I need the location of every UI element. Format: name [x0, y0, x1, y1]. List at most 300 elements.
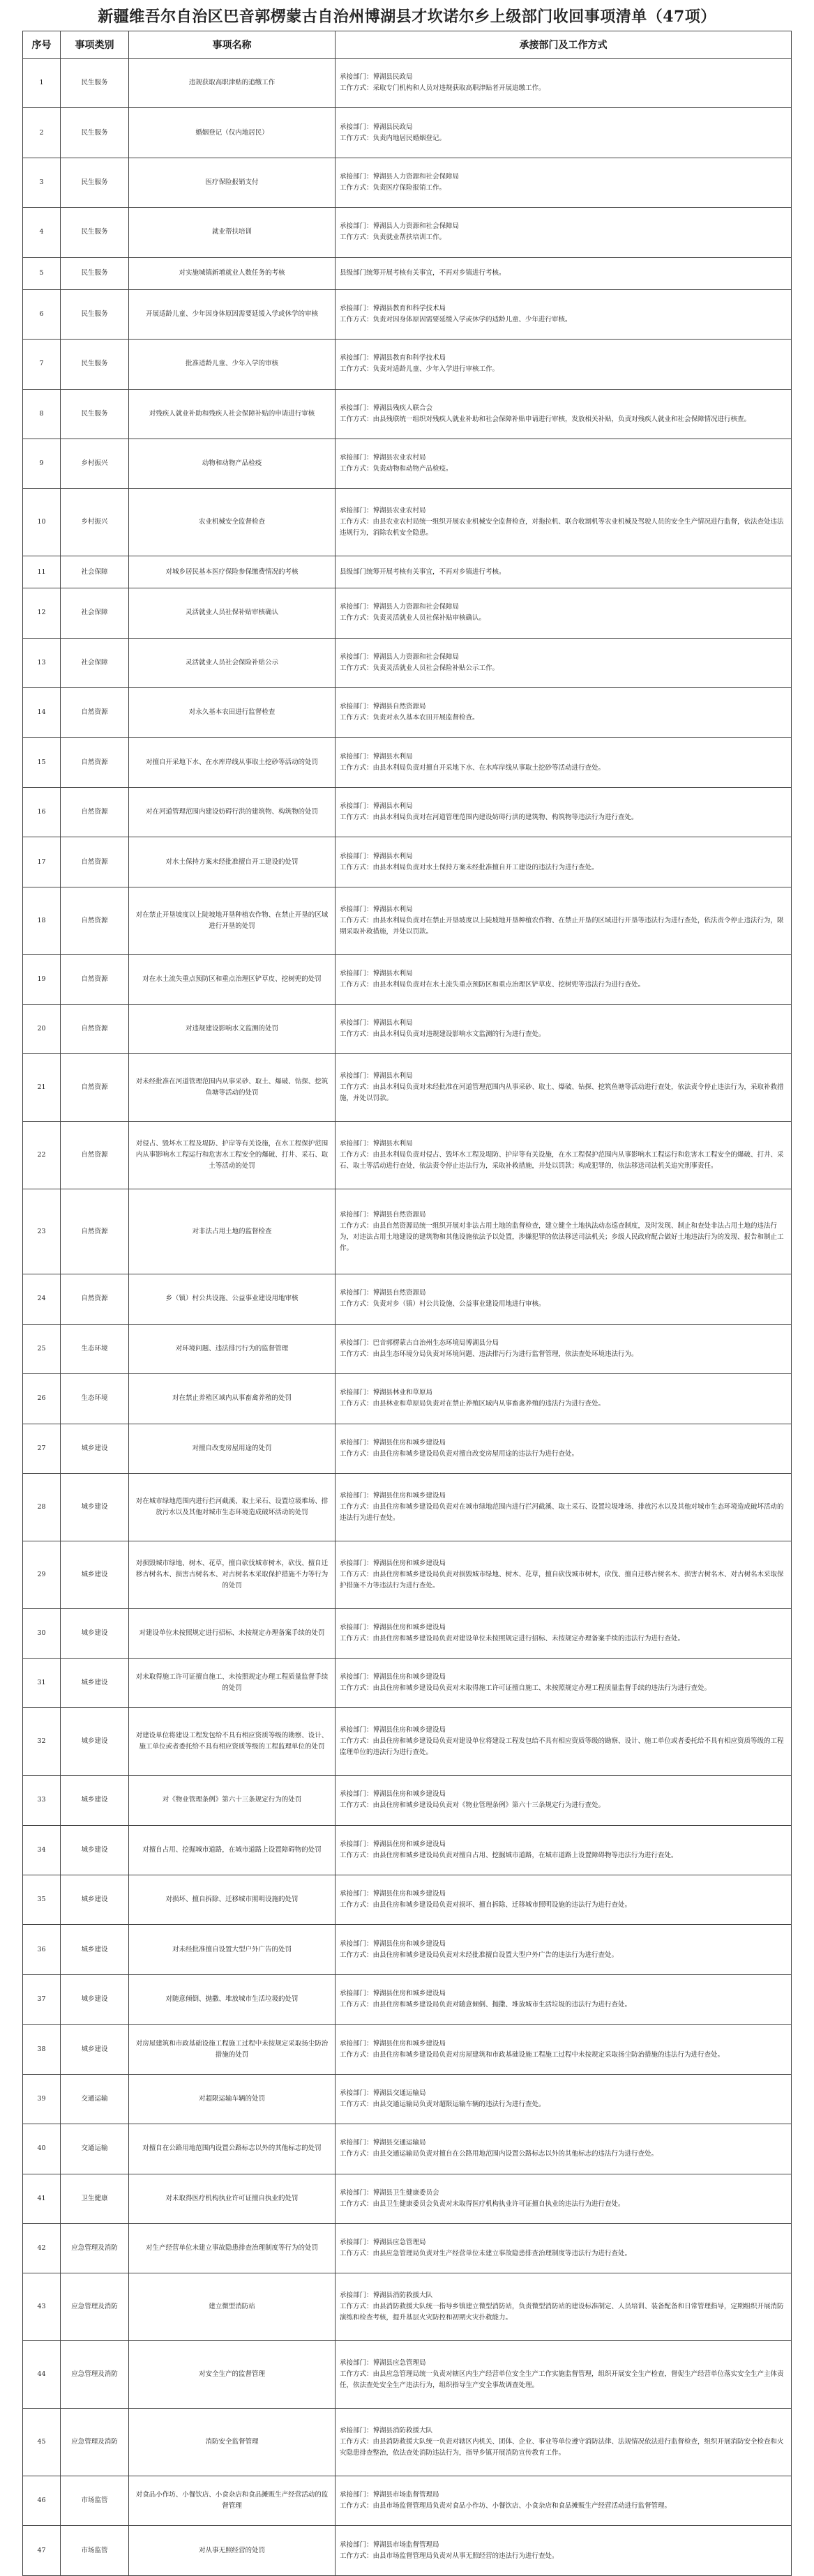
row-department [336, 1776, 792, 1825]
row-matter-name: 对实施城镇新增就业人数任务的考核 [129, 257, 336, 289]
row-matter-name: 对未取得医疗机构执业许可证擅自执业的处罚 [129, 2174, 336, 2223]
table-row [23, 738, 792, 787]
row-department-line: 承接部门：博湖县住房和城乡建设局 [340, 1790, 446, 1799]
row-category: 应急管理及消防 [61, 2409, 129, 2476]
row-category: 社会保障 [61, 638, 129, 687]
row-department [336, 1541, 792, 1608]
row-category: 自然资源 [61, 1004, 129, 1053]
row-department-line: 承接部门：博湖县水利局 [340, 1140, 413, 1148]
row-category: 城乡建设 [61, 1825, 129, 1875]
row-matter-name: 对损坏、擅自拆除、迁移城市照明设施的处罚 [129, 1875, 336, 1925]
row-department [336, 1189, 792, 1274]
row-department-line: 工作方式：由县住房和城乡建设局负责对建设单位将建设工程发包给不具有相应资质等级的勘察、设计、施工单位或者委托给不具有相应资质等级的工程监理单位的违法行为进行查处。 [340, 1737, 784, 1757]
table-row [23, 2409, 792, 2476]
row-number: 11 [23, 556, 61, 588]
row-category: 民生服务 [61, 158, 129, 207]
table-row [23, 638, 792, 687]
row-department-line: 工作方式：由县自然资源局统一组织开展对非法占用土地的监督检查，建立健全土地执法动态巡查制度，及时发现、制止和查处非法占用土地的违法行为，对违法占用土地建设的建筑物和其他设施依法予以处置，涉嫌犯罪的依法移送司法机关；乡级人民政府配合做好土地违法行为的发现、报告和制止工作。 [340, 1221, 784, 1252]
row-department-line: 承接部门：博湖县住房和城乡建设局 [340, 1491, 446, 1500]
table-row [23, 1054, 792, 1122]
row-department-line: 工作方式：由县交通运输局负责对擅自在公路用地范围内设置公路标志以外的其他标志的违法行为进行查处。 [340, 2150, 658, 2158]
row-department-line: 承接部门：博湖县住房和城乡建设局 [340, 1438, 446, 1447]
row-department-line: 承接部门：博湖县卫生健康委员会 [340, 2188, 439, 2197]
row-matter-name: 对擅自在公路用地范围内设置公路标志以外的其他标志的处罚 [129, 2124, 336, 2174]
row-number: 17 [23, 837, 61, 887]
row-matter-name: 对违规建设影响水文监测的处罚 [129, 1004, 336, 1053]
row-category: 自然资源 [61, 954, 129, 1004]
row-department [336, 2025, 792, 2074]
row-matter-name: 对在禁止养殖区域内从事畜禽养殖的处罚 [129, 1374, 336, 1424]
row-matter-name: 对建设单位将建设工程发包给不具有相应资质等级的勘察、设计、施工单位或者委托给不具有相应资质等级的工程监理单位的处罚 [129, 1708, 336, 1776]
table-row [23, 1925, 792, 1974]
row-category: 卫生健康 [61, 2174, 129, 2223]
row-department [336, 257, 792, 289]
row-matter-name: 对超限运输车辆的处罚 [129, 2074, 336, 2124]
table-row [23, 489, 792, 556]
row-department [336, 289, 792, 339]
row-category: 市场监管 [61, 2526, 129, 2576]
table-row [23, 2273, 792, 2341]
row-number: 19 [23, 954, 61, 1004]
row-number: 24 [23, 1274, 61, 1324]
row-category: 民生服务 [61, 289, 129, 339]
row-department-line: 工作方式：由县住房和城乡建设局负责对未取得施工许可证擅自施工、未按照规定办理工程质量监督手续的违法行为进行查处。 [340, 1684, 711, 1693]
row-department-line: 工作方式：由县市场监督管理局负责对食品小作坊、小餐饮店、小食杂店和食品摊贩生产经营活动进行监督管理。 [340, 2502, 672, 2510]
row-department-line: 承接部门：博湖县教育和科学技术局 [340, 354, 446, 363]
row-department-line: 承接部门：博湖县自然资源局 [340, 1289, 426, 1297]
row-department-line: 工作方式：负责医疗保险报销工作。 [340, 184, 446, 192]
row-matter-name: 对房屋建筑和市政基础设施工程施工过程中未按规定采取扬尘防治措施的处罚 [129, 2025, 336, 2074]
table-row [23, 2224, 792, 2273]
row-matter-name: 对安全生产的监督管理 [129, 2341, 336, 2409]
row-matter-name: 农业机械安全监督检查 [129, 489, 336, 556]
row-department-line: 工作方式：由县住房和城乡建设局负责对《物业管理条例》第六十三条规定行为进行查处。 [340, 1801, 605, 1810]
header-name: 事项名称 [129, 31, 336, 59]
row-department-line: 工作方式：由县消防救援大队统一指导乡镇建立微型消防站，负责微型消防站的建设标准制定、人员培训、装备配备和日常管理指导，定期组织开展消防演练和检查考核，提升基层火灾防控和初期火灾扑救能力。 [340, 2303, 784, 2322]
row-category: 乡村振兴 [61, 489, 129, 556]
row-department-line: 工作方式：由县住房和城乡建设局负责对随意倾倒、抛撒、堆放城市生活垃圾的违法行为进行查处。 [340, 2001, 632, 2009]
row-number: 27 [23, 1424, 61, 1473]
row-category: 民生服务 [61, 59, 129, 108]
row-category: 应急管理及消防 [61, 2341, 129, 2409]
row-department [336, 688, 792, 738]
row-department [336, 2341, 792, 2409]
row-category: 应急管理及消防 [61, 2273, 129, 2341]
row-category: 应急管理及消防 [61, 2224, 129, 2273]
table-row [23, 688, 792, 738]
row-department-line: 工作方式：由县住房和城乡建设局负责对建设单位未按照规定进行招标、未按规定办理备案手续的违法行为进行查处。 [340, 1634, 685, 1643]
row-matter-name: 建立微型消防站 [129, 2273, 336, 2341]
row-category: 自然资源 [61, 1274, 129, 1324]
row-category: 自然资源 [61, 1054, 129, 1122]
row-department [336, 787, 792, 837]
row-department-line: 承接部门：博湖县应急管理局 [340, 2359, 426, 2368]
row-department-line: 工作方式：负责内地居民婚姻登记。 [340, 134, 446, 142]
table-row [23, 1776, 792, 1825]
row-number: 9 [23, 439, 61, 488]
row-category: 自然资源 [61, 1122, 129, 1189]
row-department [336, 1658, 792, 1707]
row-category: 民生服务 [61, 340, 129, 389]
table-row [23, 2476, 792, 2525]
row-department-line: 工作方式：负责就业帮扶培训工作。 [340, 234, 446, 242]
table-row [23, 2341, 792, 2409]
table-row [23, 208, 792, 257]
row-category: 生态环境 [61, 1374, 129, 1424]
row-department-line: 承接部门：博湖县消防救援大队 [340, 2292, 433, 2300]
row-category: 民生服务 [61, 208, 129, 257]
table-row [23, 59, 792, 108]
row-department [336, 556, 792, 588]
table-row [23, 1324, 792, 1373]
row-department-line: 工作方式：由县住房和城乡建设局负责对损毁城市绿地、树木、花草，擅自砍伐城市树木，砍伐、擅自迁移古树名木、损害古树名木、对古树名木采取保护措施不力等违法行为进行查处。 [340, 1570, 784, 1590]
row-matter-name: 对损毁城市绿地、树木、花草，擅自砍伐城市树木，砍伐、擅自迁移古树名木、损害古树名木、对古树名木采取保护措施不力等行为的处罚 [129, 1541, 336, 1608]
row-number: 28 [23, 1473, 61, 1541]
row-department-line: 工作方式：负责对乡（镇）村公共设施、公益事业建设用地进行审核。 [340, 1300, 545, 1309]
row-number: 2 [23, 108, 61, 158]
row-number: 7 [23, 340, 61, 389]
row-matter-name: 婚姻登记（仅内地居民） [129, 108, 336, 158]
row-number: 41 [23, 2174, 61, 2223]
row-department-line: 工作方式：负责动物和动物产品检疫。 [340, 465, 453, 473]
row-department [336, 2174, 792, 2223]
row-department [336, 340, 792, 389]
row-department-line: 承接部门：博湖县教育和科学技术局 [340, 304, 446, 312]
row-matter-name: 对从事无照经营的处罚 [129, 2526, 336, 2576]
row-category: 社会保障 [61, 588, 129, 638]
row-department-line: 承接部门：博湖县自然资源局 [340, 1210, 426, 1219]
row-department-line: 承接部门：博湖县市场监督管理局 [340, 2491, 439, 2499]
row-matter-name: 批准适龄儿童、少年入学的审核 [129, 340, 336, 389]
row-number: 36 [23, 1925, 61, 1974]
row-department [336, 59, 792, 108]
table-row [23, 1004, 792, 1053]
row-number: 43 [23, 2273, 61, 2341]
row-matter-name: 违规获取高职津贴的追缴工作 [129, 59, 336, 108]
row-category: 市场监管 [61, 2476, 129, 2525]
row-category: 交通运输 [61, 2074, 129, 2124]
table-row [23, 1122, 792, 1189]
row-matter-name: 对随意倾倒、抛撒、堆放城市生活垃圾的处罚 [129, 1974, 336, 2024]
row-matter-name: 对侵占、毁坏水工程及堤防、护岸等有关设施，在水工程保护范围内从事影响水工程运行和危害水工程安全的爆破、打井、采石、取土等活动的处罚 [129, 1122, 336, 1189]
table-row [23, 1974, 792, 2024]
row-number: 25 [23, 1324, 61, 1373]
row-number: 31 [23, 1658, 61, 1707]
row-category: 交通运输 [61, 2124, 129, 2174]
row-department [336, 2409, 792, 2476]
table-body [23, 59, 792, 2576]
row-department [336, 1825, 792, 1875]
row-department-line: 工作方式：由县应急管理局统一负责对辖区内生产经营单位安全生产工作实施监督管理，组织开展安全生产检查，督促生产经营单位落实安全生产主体责任，依法查处安全生产违法行为，组织指导生产安全事故调查处理。 [340, 2370, 784, 2390]
row-number: 20 [23, 1004, 61, 1053]
row-department [336, 1374, 792, 1424]
table-row [23, 954, 792, 1004]
row-matter-name: 对非法占用土地的监督检查 [129, 1189, 336, 1274]
row-department-line: 工作方式：由县交通运输局负责对超限运输车辆的违法行为进行查处。 [340, 2100, 545, 2108]
table-row [23, 837, 792, 887]
row-department [336, 2124, 792, 2174]
row-matter-name: 开展适龄儿童、少年因身体原因需要延缓入学或休学的审核 [129, 289, 336, 339]
row-number: 3 [23, 158, 61, 207]
row-department-line: 承接部门：博湖县民政局 [340, 123, 413, 131]
row-matter-name: 对擅自开采地下水、在水库岸线从事取土挖砂等活动的处罚 [129, 738, 336, 787]
row-department-line: 工作方式：由县农业农村局统一组织开展农业机械安全监督检查，对拖拉机、联合收割机等农业机械及驾驶人员的安全生产情况进行监督，依法查处违法违规行为，消除农机安全隐患。 [340, 518, 784, 538]
row-number: 35 [23, 1875, 61, 1925]
row-department-line: 工作方式：负责对适龄儿童、少年入学进行审核工作。 [340, 365, 499, 374]
row-department [336, 1974, 792, 2024]
table-row [23, 439, 792, 488]
table-row [23, 1541, 792, 1608]
header-dept: 承接部门及工作方式 [336, 31, 792, 59]
row-department-line: 承接部门：博湖县市场监督管理局 [340, 2540, 439, 2549]
row-department-line: 工作方式：由县住房和城乡建设局负责对擅自改变房屋用途的违法行为进行查处。 [340, 1449, 579, 1458]
row-department-line: 承接部门：巴音郭楞蒙古自治州生态环境局博湖县分局 [340, 1339, 499, 1347]
row-department-line: 工作方式：由县卫生健康委员会负责对未取得医疗机构执业许可证擅自执业的违法行为进行查处。 [340, 2200, 625, 2208]
row-number: 12 [23, 588, 61, 638]
row-department-line: 承接部门：博湖县交通运输局 [340, 2089, 426, 2097]
row-department-line: 承接部门：博湖县林业和草原局 [340, 1389, 433, 1397]
row-matter-name: 消防安全监督管理 [129, 2409, 336, 2476]
row-category: 城乡建设 [61, 1925, 129, 1974]
row-category: 城乡建设 [61, 1658, 129, 1707]
row-category: 自然资源 [61, 688, 129, 738]
row-matter-name: 灵活就业人员社保补贴审核确认 [129, 588, 336, 638]
row-department [336, 1274, 792, 1324]
row-department-line: 承接部门：博湖县住房和城乡建设局 [340, 1726, 446, 1735]
row-category: 生态环境 [61, 1324, 129, 1373]
row-department [336, 2224, 792, 2273]
row-department-line: 承接部门：博湖县自然资源局 [340, 703, 426, 711]
table-row [23, 787, 792, 837]
row-department-line: 承接部门：博湖县水利局 [340, 905, 413, 913]
row-matter-name: 对《物业管理条例》第六十三条规定行为的处罚 [129, 1776, 336, 1825]
row-matter-name: 动物和动物产品检疫 [129, 439, 336, 488]
row-department-line: 工作方式：由县市场监督管理局负责对从事无照经营的违法行为进行查处。 [340, 2552, 559, 2560]
table-row [23, 1825, 792, 1875]
row-department [336, 1424, 792, 1473]
row-department [336, 1122, 792, 1189]
row-number: 13 [23, 638, 61, 687]
row-department-line: 工作方式：由县水利局负责对在河道管理范围内建设妨碍行洪的建筑物、构筑物等违法行为进行查处。 [340, 814, 638, 822]
row-department-line: 工作方式：由县住房和城乡建设局负责对在城市绿地范围内进行拦河截溪、取土采石、设置垃圾堆场、排放污水以及其他对城市生态环境造成破坏活动的违法行为进行查处。 [340, 1502, 784, 1522]
row-department-line: 工作方式：由县住房和城乡建设局负责对房屋建筑和市政基础设施工程施工过程中未按规定采取扬尘防治措施的违法行为进行查处。 [340, 2050, 725, 2059]
row-category: 自然资源 [61, 837, 129, 887]
row-department-line: 承接部门：博湖县住房和城乡建设局 [340, 1840, 446, 1848]
row-department-line: 工作方式：由县住房和城乡建设局负责对擅自占用、挖掘城市道路，在城市道路上设置障碍物等违法行为进行查处。 [340, 1851, 678, 1859]
row-department [336, 1324, 792, 1373]
table-row [23, 556, 792, 588]
row-department-line: 承接部门：博湖县水利局 [340, 1072, 413, 1081]
row-department-line: 承接部门：博湖县水利局 [340, 852, 413, 860]
row-number: 33 [23, 1776, 61, 1825]
row-number: 29 [23, 1541, 61, 1608]
row-matter-name: 对在禁止开垦坡度以上陡坡地开垦种植农作物、在禁止开垦的区域进行开垦的处罚 [129, 887, 336, 954]
row-number: 18 [23, 887, 61, 954]
row-department-line: 工作方式：由县水利局负责对水土保持方案未经批准擅自开工建设的违法行为进行查处。 [340, 863, 598, 871]
table-row [23, 2526, 792, 2576]
header-category: 事项类别 [61, 31, 129, 59]
row-number: 21 [23, 1054, 61, 1122]
row-category: 城乡建设 [61, 2025, 129, 2074]
row-number: 47 [23, 2526, 61, 2576]
row-matter-name: 对残疾人就业补助和残疾人社会保障补贴的申请进行审核 [129, 389, 336, 439]
row-category: 自然资源 [61, 787, 129, 837]
row-matter-name: 对未经批准擅自设置大型户外广告的处罚 [129, 1925, 336, 1974]
table-row [23, 108, 792, 158]
row-department [336, 738, 792, 787]
row-category: 城乡建设 [61, 1974, 129, 2024]
row-number: 34 [23, 1825, 61, 1875]
row-department-line: 工作方式：负责对永久基本农田开展监督检查。 [340, 714, 479, 722]
table-header-row [23, 31, 792, 59]
row-department [336, 158, 792, 207]
row-department [336, 2526, 792, 2576]
row-matter-name: 对水土保持方案未经批准擅自开工建设的处罚 [129, 837, 336, 887]
row-matter-name: 对擅自改变房屋用途的处罚 [129, 1424, 336, 1473]
row-department-line: 工作方式：由县残联统一组织对残疾人就业补助和社会保障补贴申请进行审核，发放相关补贴，负责对残疾人就业和社会保障情况进行核查。 [340, 415, 751, 423]
row-number: 1 [23, 59, 61, 108]
row-department [336, 1925, 792, 1974]
row-department-line: 工作方式：采取专门机构和人员对违规获取高职津贴者开展追缴工作。 [340, 84, 545, 93]
row-department-line: 工作方式：由县生态环境分局负责对环境问题、违法排污行为进行监督管理，依法查处环境违法行为。 [340, 1350, 638, 1358]
row-number: 37 [23, 1974, 61, 2024]
row-category: 民生服务 [61, 389, 129, 439]
row-matter-name: 对建设单位未按照规定进行招标、未按规定办理备案手续的处罚 [129, 1608, 336, 1658]
row-department-line: 承接部门：博湖县人力资源和社会保障局 [340, 222, 460, 231]
row-department-line: 县级部门统筹开展考核有关事宜，不再对乡镇进行考核。 [340, 567, 506, 576]
row-category: 自然资源 [61, 1189, 129, 1274]
row-matter-name: 对在水土流失重点预防区和重点治理区铲草皮、挖树兜的处罚 [129, 954, 336, 1004]
row-department-line: 工作方式：由县水利局负责对违规建设影响水文监测的行为进行查处。 [340, 1030, 545, 1039]
row-department-line: 承接部门：博湖县农业农村局 [340, 507, 426, 515]
row-matter-name: 对城乡居民基本医疗保险参保缴费情况的考核 [129, 556, 336, 588]
row-department-line: 工作方式：由县住房和城乡建设局负责对损坏、擅自拆除、迁移城市照明设施的违法行为进行查处。 [340, 1901, 632, 1910]
row-number: 6 [23, 289, 61, 339]
row-department [336, 208, 792, 257]
table-row [23, 2124, 792, 2174]
row-department [336, 2074, 792, 2124]
row-department [336, 389, 792, 439]
row-department-line: 承接部门：博湖县住房和城乡建设局 [340, 1559, 446, 1567]
table-row [23, 887, 792, 954]
row-category: 社会保障 [61, 556, 129, 588]
row-department-line: 工作方式：由县水利局负责对在水土流失重点预防区和重点治理区铲草皮、挖树兜等违法行为进行查处。 [340, 980, 645, 989]
row-matter-name: 对在河道管理范围内建设妨碍行洪的建筑物、构筑物的处罚 [129, 787, 336, 837]
row-number: 8 [23, 389, 61, 439]
row-department [336, 1054, 792, 1122]
table-row [23, 1274, 792, 1324]
row-category: 城乡建设 [61, 1473, 129, 1541]
row-department-line: 承接部门：博湖县人力资源和社会保障局 [340, 173, 460, 181]
row-department-line: 承接部门：博湖县住房和城乡建设局 [340, 1939, 446, 1948]
row-number: 42 [23, 2224, 61, 2273]
row-number: 4 [23, 208, 61, 257]
document-title: 新疆维吾尔自治区巴音郭楞蒙古自治州博湖县才坎诺尔乡上级部门收回事项清单（47项） [98, 8, 716, 26]
row-matter-name: 对生产经营单位未建立事故隐患排查治理制度等行为的处罚 [129, 2224, 336, 2273]
table-row [23, 1189, 792, 1274]
row-number: 38 [23, 2025, 61, 2074]
table-row [23, 2174, 792, 2223]
table-row [23, 257, 792, 289]
row-matter-name: 乡（镇）村公共设施、公益事业建设用地审核 [129, 1274, 336, 1324]
table-row [23, 2074, 792, 2124]
row-department-line: 承接部门：博湖县人力资源和社会保障局 [340, 653, 460, 661]
table-row [23, 1424, 792, 1473]
row-department-line: 承接部门：博湖县应急管理局 [340, 2239, 426, 2247]
row-department-line: 工作方式：由县林业和草原局负责对在禁止养殖区域内从事畜禽养殖的违法行为进行查处。 [340, 1400, 605, 1408]
row-matter-name: 对未经批准在河道管理范围内从事采砂、取土、爆破、钻探、挖筑鱼塘等活动的处罚 [129, 1054, 336, 1122]
table-row [23, 1473, 792, 1541]
table-row [23, 340, 792, 389]
table-row [23, 1374, 792, 1424]
row-department-line: 工作方式：由县水利局负责对在禁止开垦坡度以上陡坡地开垦种植农作物、在禁止开垦的区域进行开垦等违法行为进行查处，依法责令停止违法行为，限期采取补救措施，并处以罚款。 [340, 916, 784, 936]
row-number: 46 [23, 2476, 61, 2525]
row-number: 23 [23, 1189, 61, 1274]
row-department-line: 承接部门：博湖县农业农村局 [340, 454, 426, 462]
row-matter-name: 医疗保险报销支付 [129, 158, 336, 207]
row-department-line: 承接部门：博湖县交通运输局 [340, 2139, 426, 2147]
row-department [336, 638, 792, 687]
row-department [336, 887, 792, 954]
row-category: 自然资源 [61, 887, 129, 954]
row-category: 民生服务 [61, 108, 129, 158]
row-department [336, 954, 792, 1004]
row-department [336, 2476, 792, 2525]
table-row [23, 158, 792, 207]
row-category: 城乡建设 [61, 1541, 129, 1608]
row-number: 26 [23, 1374, 61, 1424]
row-department [336, 588, 792, 638]
row-department-line: 承接部门：博湖县水利局 [340, 802, 413, 811]
row-department-line: 承接部门：博湖县住房和城乡建设局 [340, 2039, 446, 2048]
row-matter-name: 对环境问题、违法排污行为的监督管理 [129, 1324, 336, 1373]
row-number: 10 [23, 489, 61, 556]
table-row [23, 2025, 792, 2074]
row-category: 城乡建设 [61, 1776, 129, 1825]
row-department [336, 1875, 792, 1925]
row-category: 乡村振兴 [61, 439, 129, 488]
row-department-line: 工作方式：由县消防救援大队统一负责对辖区内机关、团体、企业、事业等单位遵守消防法律、法规情况依法进行监督检查，组织开展消防安全检查和火灾隐患排查整治，依法查处消防违法行为，指导乡镇开展消防宣传教育工作。 [340, 2437, 784, 2457]
row-department-line: 承接部门：博湖县残疾人联合会 [340, 404, 433, 412]
row-department-line: 工作方式：由县水利局负责对擅自开采地下水、在水库岸线从事取土挖砂等活动进行查处。 [340, 763, 605, 772]
header-no: 序号 [23, 31, 61, 59]
row-department-line: 县级部门统筹开展考核有关事宜，不再对乡镇进行考核。 [340, 269, 506, 277]
table-row [23, 289, 792, 339]
table-row [23, 588, 792, 638]
table-row [23, 1608, 792, 1658]
row-matter-name: 就业帮扶培训 [129, 208, 336, 257]
row-department-line: 承接部门：博湖县水利局 [340, 1019, 413, 1028]
row-department [336, 2273, 792, 2341]
row-matter-name: 对永久基本农田进行监督检查 [129, 688, 336, 738]
row-category: 城乡建设 [61, 1708, 129, 1776]
row-department-line: 承接部门：博湖县住房和城乡建设局 [340, 1623, 446, 1631]
row-number: 39 [23, 2074, 61, 2124]
row-number: 5 [23, 257, 61, 289]
row-department-line: 工作方式：负责对因身体原因需要延缓入学或休学的适龄儿童、少年进行审核。 [340, 315, 572, 323]
row-category: 自然资源 [61, 738, 129, 787]
row-department-line: 承接部门：博湖县水利局 [340, 969, 413, 977]
row-department-line: 承接部门：博湖县民政局 [340, 73, 413, 82]
row-category: 城乡建设 [61, 1424, 129, 1473]
row-department [336, 1004, 792, 1053]
row-department-line: 承接部门：博湖县消防救援大队 [340, 2426, 433, 2434]
row-matter-name: 对未取得施工许可证擅自施工、未按照规定办理工程质量监督手续的处罚 [129, 1658, 336, 1707]
row-number: 15 [23, 738, 61, 787]
row-number: 32 [23, 1708, 61, 1776]
row-category: 城乡建设 [61, 1608, 129, 1658]
row-department-line: 工作方式：由县水利局负责对未经批准在河道管理范围内从事采砂、取土、爆破、钻探、挖筑鱼塘等活动进行查处，依法责令停止违法行为，采取补救措施，并处以罚款。 [340, 1083, 784, 1103]
